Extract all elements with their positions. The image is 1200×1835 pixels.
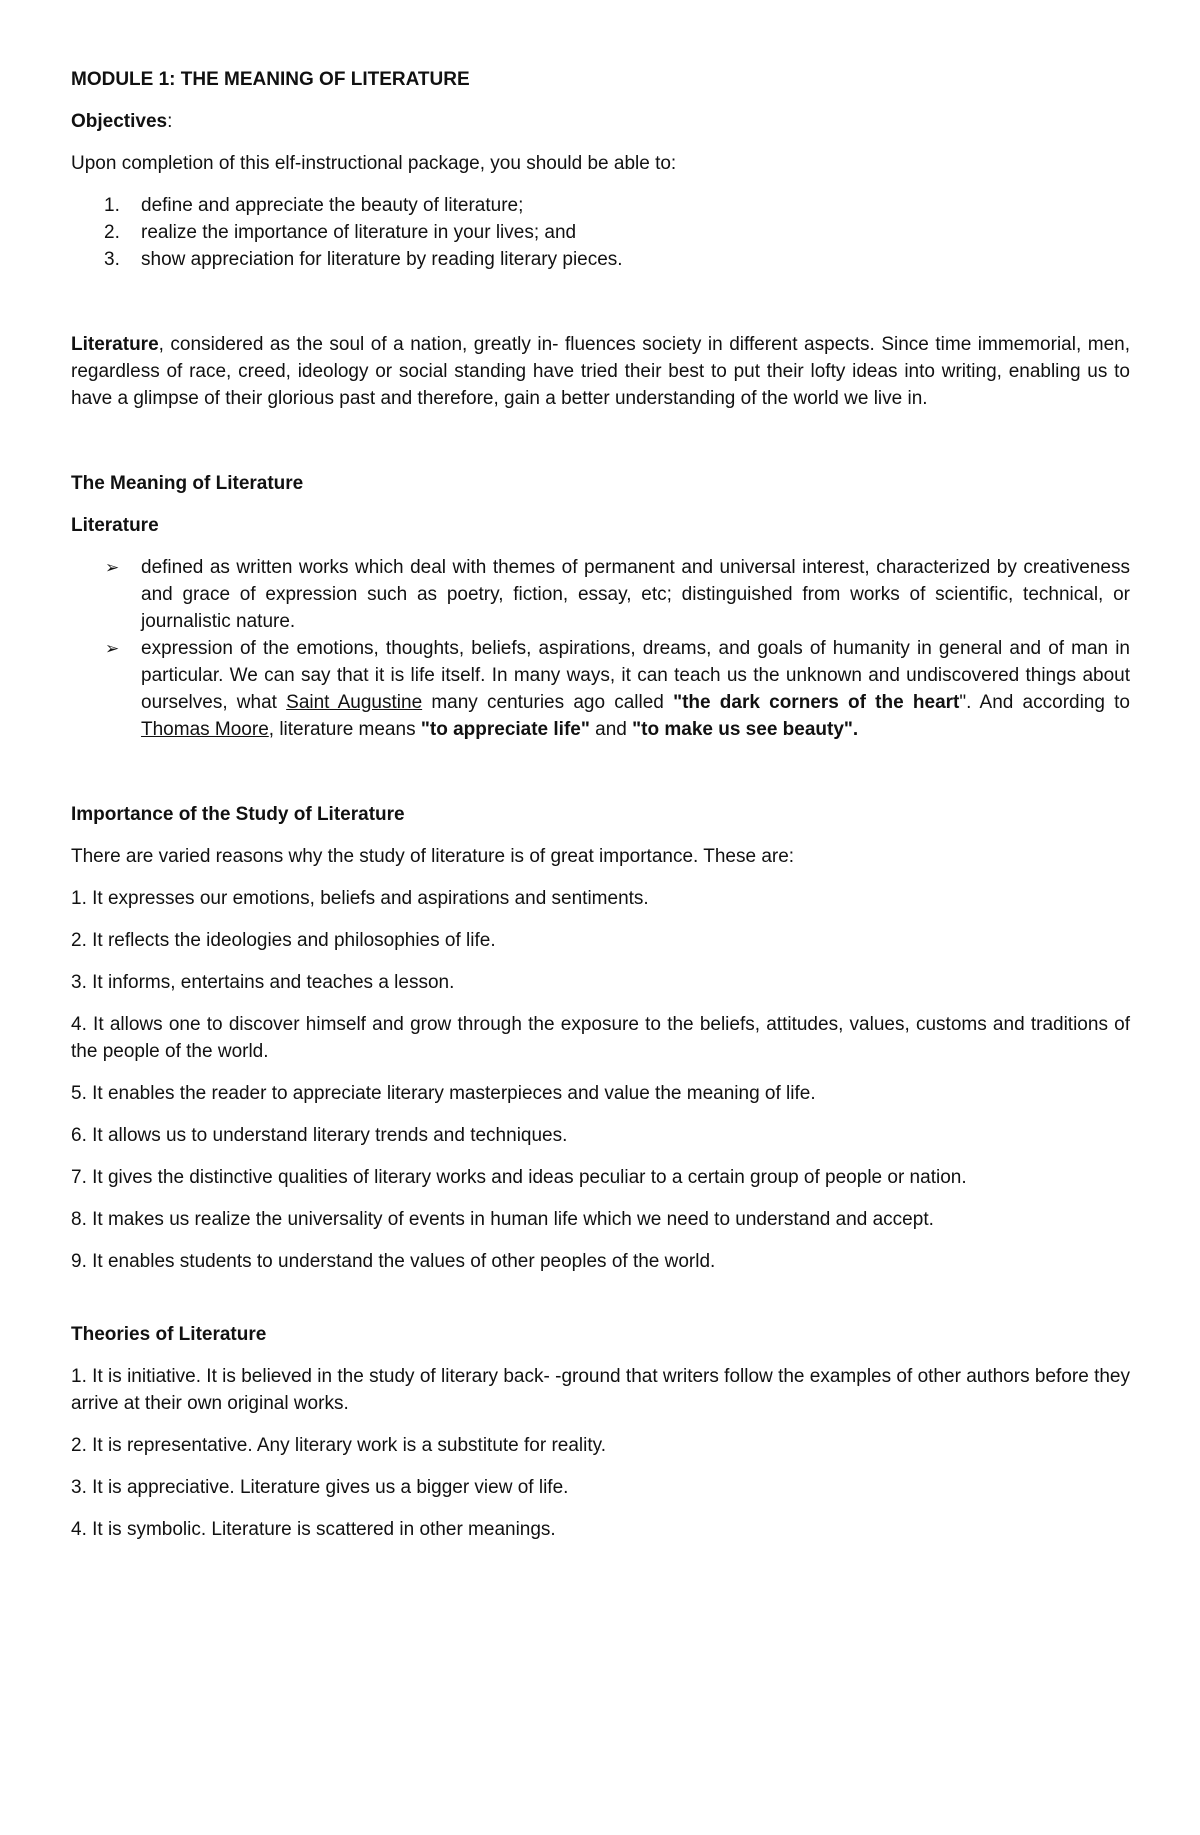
spacer	[71, 1290, 1130, 1321]
objective-text: define and appreciate the beauty of literature;	[141, 195, 524, 216]
spacer	[71, 743, 1130, 801]
meaning-section-title: The Meaning of Literature	[71, 473, 304, 494]
arrow-bullet-icon: ➢	[105, 639, 120, 658]
objective-item	[104, 246, 1130, 273]
module-title: MODULE 1: THE MEANING OF LITERATURE	[71, 69, 470, 90]
objectives-heading: Objectives	[71, 111, 168, 132]
objective-text: show appreciation for literature by reading literary pieces.	[141, 249, 623, 270]
importance-item: 6. It allows us to understand literary trends and techniques.	[71, 1125, 568, 1146]
quote-see-beauty: "to make us see beauty".	[632, 719, 859, 740]
intro-paragraph	[71, 331, 1130, 412]
definition-item	[105, 554, 1130, 635]
spacer	[71, 412, 1130, 470]
objectives-label	[71, 108, 1130, 135]
importance-item: 7. It gives the distinctive qualities of literary works and ideas peculiar to a certain group of people or nation.	[71, 1167, 967, 1188]
objective-text: realize the importance of literature in your lives; and	[141, 222, 577, 243]
objective-number: 2.	[104, 222, 120, 243]
theory-item: 3. It is appreciative. Literature gives us a bigger view of life.	[71, 1477, 569, 1498]
definition-text-part: many centuries ago called	[422, 692, 674, 713]
arrow-bullet-icon: ➢	[105, 558, 120, 577]
saint-augustine-name: Saint Augustine	[286, 692, 423, 713]
objective-number: 3.	[104, 249, 120, 270]
literature-subhead: Literature	[71, 515, 159, 536]
theories-section-title: Theories of Literature	[71, 1324, 267, 1345]
document-page	[71, 66, 1130, 1558]
objective-item	[104, 219, 1130, 246]
objectives-lead: Upon completion of this elf-instructional package, you should be able to:	[71, 153, 677, 174]
definition-text-part: , literature means	[268, 719, 421, 740]
importance-item: 1. It expresses our emotions, beliefs and aspirations and sentiments.	[71, 888, 649, 909]
definition-list	[71, 554, 1130, 743]
objective-item	[104, 192, 1130, 219]
importance-section-title: Importance of the Study of Literature	[71, 804, 405, 825]
importance-item: 5. It enables the reader to appreciate literary masterpieces and value the meaning of life.	[71, 1083, 816, 1104]
objectives-list	[71, 192, 1130, 273]
definition-text-part: and	[589, 719, 633, 740]
objective-number: 1.	[104, 195, 120, 216]
theory-item: 1. It is initiative. It is believed in the study of literary back- -ground that writers follow the examples of other authors before they arrive at their own original works.	[71, 1366, 1130, 1414]
importance-item: 2. It reflects the ideologies and philosophies of life.	[71, 930, 496, 951]
importance-item: 8. It makes us realize the universality of events in human life which we need to understand and accept.	[71, 1209, 934, 1230]
thomas-moore-name: Thomas Moore	[141, 719, 269, 740]
quote-appreciate-life: "to appreciate life"	[420, 719, 590, 740]
definition-text-part: expression of the emotions, thoughts, beliefs, aspirations, dreams, and goals of humanity in general and of man in particular. We can say that it is life itself. In many ways, it can teach us the unknown and undiscovered things about ourselves, what	[141, 638, 1130, 713]
importance-item: 9. It enables students to understand the values of other peoples of the world.	[71, 1251, 716, 1272]
intro-term: Literature	[71, 334, 159, 355]
importance-intro: There are varied reasons why the study of literature is of great importance. These are:	[71, 846, 795, 867]
definition-text-part: ". And according to	[959, 692, 1130, 713]
importance-item: 3. It informs, entertains and teaches a lesson.	[71, 972, 455, 993]
spacer	[71, 273, 1130, 331]
objectives-colon: :	[167, 111, 173, 132]
importance-item: 4. It allows one to discover himself and grow through the exposure to the beliefs, attitudes, values, customs and traditions of the people of the world.	[71, 1014, 1130, 1062]
intro-text: , considered as the soul of a nation, greatly in- fluences society in different aspects. Since time immemorial, men, regardless of race, creed, ideology or social standing have tried their best to put their lofty ideas into writing, enabling us to have a glimpse of their glorious past and therefore, gain a better understanding of the world we live in.	[71, 334, 1130, 409]
theory-item: 4. It is symbolic. Literature is scattered in other meanings.	[71, 1519, 556, 1540]
definition-text: defined as written works which deal with themes of permanent and universal interest, characterized by creativeness and grace of expression such as poetry, fiction, essay, etc; distinguished from works of scientific, technical, or journalistic nature.	[141, 557, 1130, 632]
quote-dark-corners: "the dark corners of the heart	[673, 692, 960, 713]
definition-item	[105, 635, 1130, 743]
theory-item: 2. It is representative. Any literary work is a substitute for reality.	[71, 1435, 607, 1456]
